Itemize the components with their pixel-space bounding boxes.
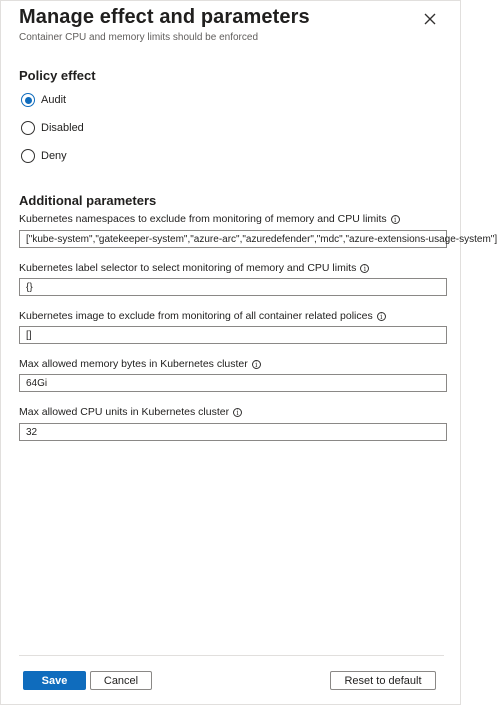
namespaces-exclude-label: [19, 213, 400, 225]
max-cpu-value: 32: [26, 426, 38, 438]
label-selector-label-text: Kubernetes label selector to select monitoring of memory and CPU limits: [19, 262, 357, 274]
save-button[interactable]: Save: [23, 671, 86, 690]
max-memory-label: [19, 358, 261, 370]
info-icon[interactable]: i: [377, 312, 386, 321]
info-icon[interactable]: i: [391, 215, 400, 224]
cancel-button[interactable]: Cancel: [90, 671, 152, 690]
max-memory-value: 64Gi: [26, 377, 48, 389]
panel-subtitle: Container CPU and memory limits should be enforced: [19, 32, 258, 43]
radio-deny-indicator[interactable]: [21, 149, 35, 163]
radio-deny-label: Deny: [41, 150, 67, 162]
radio-deny[interactable]: [21, 149, 67, 163]
policy-effect-heading: Policy effect: [19, 68, 96, 83]
radio-audit-indicator[interactable]: [21, 93, 35, 107]
image-exclude-value: []: [26, 329, 32, 341]
radio-audit[interactable]: [21, 93, 66, 107]
max-cpu-label: [19, 406, 242, 418]
close-button[interactable]: [422, 11, 438, 27]
footer-divider: [19, 655, 444, 656]
label-selector-value: {}: [26, 281, 33, 293]
max-memory-input[interactable]: [19, 374, 447, 392]
label-selector-label: [19, 262, 369, 274]
label-selector-input[interactable]: [19, 278, 447, 296]
reset-to-default-button[interactable]: Reset to default: [330, 671, 436, 690]
radio-audit-label: Audit: [41, 94, 67, 106]
info-icon[interactable]: i: [233, 408, 242, 417]
image-exclude-input[interactable]: [19, 326, 447, 344]
info-icon[interactable]: i: [360, 264, 369, 273]
max-cpu-input[interactable]: [19, 423, 447, 441]
radio-disabled-indicator[interactable]: [21, 121, 35, 135]
max-cpu-label-text: Max allowed CPU units in Kubernetes cluster: [19, 406, 230, 418]
radio-disabled[interactable]: [21, 121, 84, 135]
namespaces-exclude-input[interactable]: [19, 230, 497, 248]
namespaces-exclude-value: ["kube-system","gatekeeper-system","azure-arc","azuredefender","mdc","azure-extensions-usage-system"]: [26, 233, 497, 245]
additional-parameters-heading: Additional parameters: [19, 193, 157, 208]
info-icon[interactable]: i: [252, 360, 261, 369]
max-memory-label-text: Max allowed memory bytes in Kubernetes cluster: [19, 358, 248, 370]
image-exclude-label: [19, 310, 386, 322]
radio-disabled-label: Disabled: [41, 122, 84, 134]
panel-title: Manage effect and parameters: [19, 6, 310, 28]
namespaces-exclude-label-text: Kubernetes namespaces to exclude from monitoring of memory and CPU limits: [19, 213, 387, 225]
close-icon: [422, 11, 438, 27]
image-exclude-label-text: Kubernetes image to exclude from monitoring of all container related polices: [19, 310, 373, 322]
